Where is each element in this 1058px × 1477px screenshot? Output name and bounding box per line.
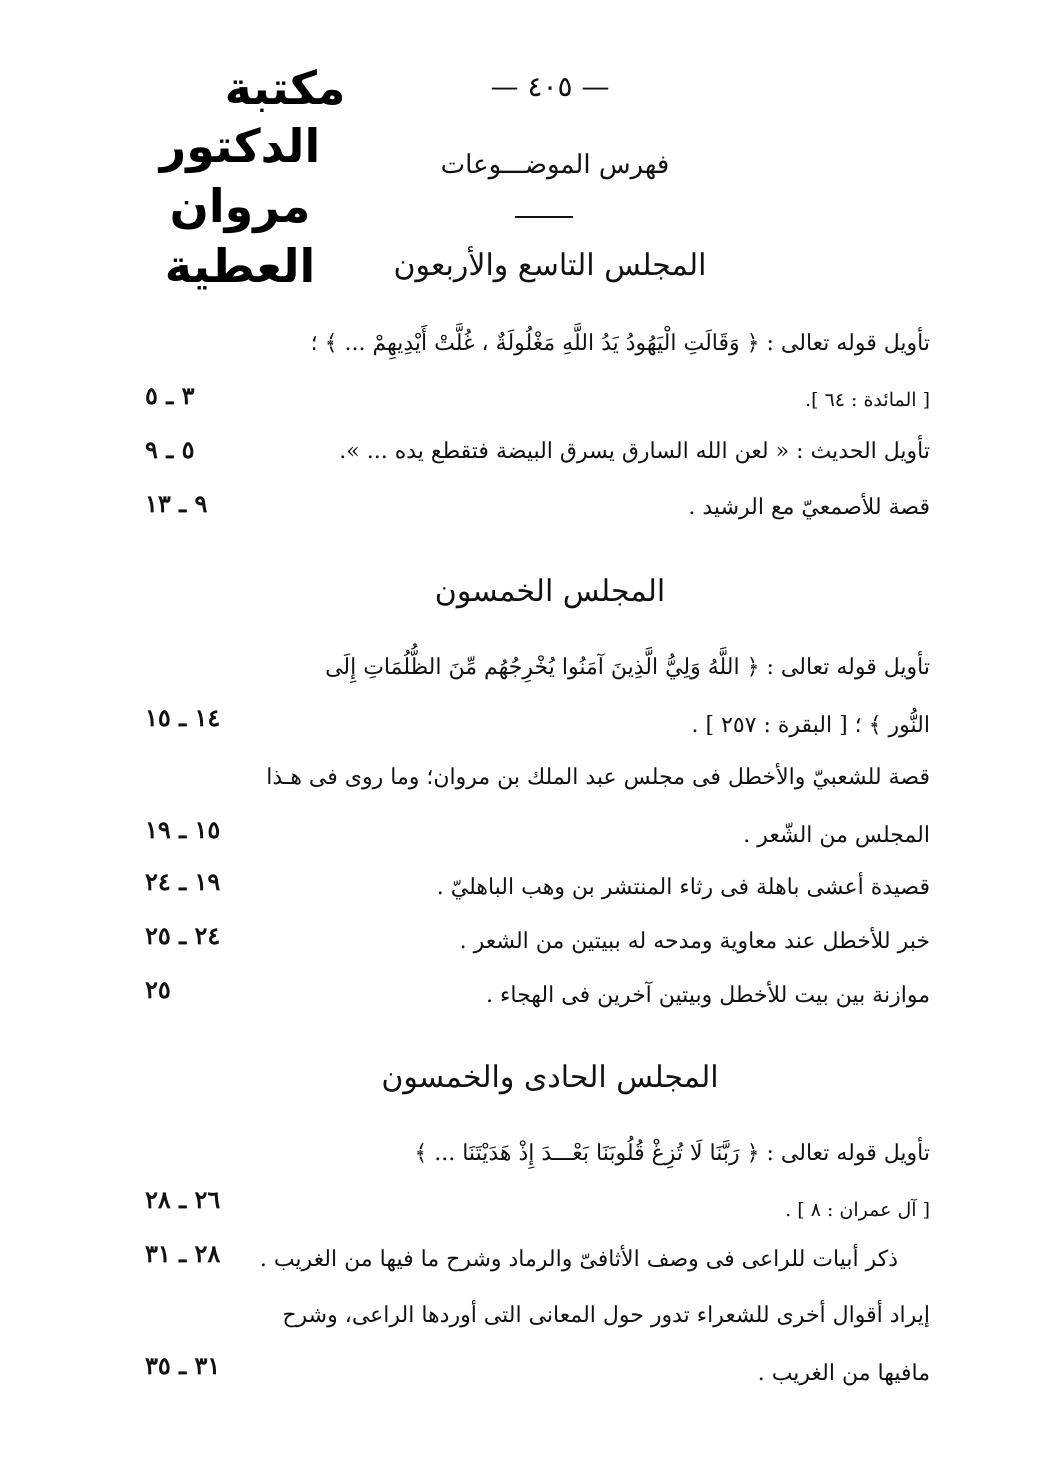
page-number: — ٤٠٥ — [490,70,610,103]
entry-line: مافيها من الغريب . [757,1361,930,1386]
entry-pages: ١٤ ـ ١٥ [145,703,221,732]
entry-pages: ٩ ـ ١٣ [145,489,208,518]
library-stamp [90,60,390,293]
entry-pages: ٣ ـ ٥ [145,381,195,410]
entry-line: تأويل قوله تعالى : ﴿ وَقَالَتِ الْيَهُودُ يَدُ اللَّهِ مَغْلُولَةٌ ، غُلَّتْ أَيْدِيهِمْ ... ﴾ ؛ [310,331,930,356]
entry-pages: ٥ ـ ٩ [145,435,195,464]
entry-line: [ آل عمران : ٨ ] . [785,1199,930,1221]
section-heading: المجلس الخمسون [434,574,666,609]
index-title: فهرس الموضـــوعات [440,150,670,180]
section-heading: المجلس التاسع والأربعون [393,248,707,283]
entry-pages: ٢٥ [145,975,171,1004]
entry-pages: ٢٦ ـ ٢٨ [145,1185,221,1214]
entry-pages: ٢٤ ـ ٢٥ [145,921,221,950]
entry-line: قصة للشعبيّ والأخطل فى مجلس عبد الملك بن مروان؛ وما روى فى هـذا [266,765,930,790]
entry-pages: ١٥ ـ ١٩ [145,815,221,844]
entry-line: قصيدة أعشى باهلة فى رثاء المنتشر بن وهب الباهليّ . [436,875,930,900]
entry-pages: ١٩ ـ ٢٤ [145,867,221,896]
entry-line: تأويل الحديث : « لعن الله السارق يسرق البيضة فتقطع يده ... ». [339,439,930,464]
entry-pages: ٣١ ـ ٣٥ [145,1351,221,1380]
title-divider [515,216,573,218]
entry-line: تأويل قوله تعالى : ﴿ اللَّهُ وَلِيُّ الَّذِينَ آمَنُوا يُخْرِجُهُم مِّنَ الظُّلُمَاتِ إِلَى [325,655,930,680]
entry-line: النُّور ﴾ ؛ [ البقرة : ٢٥٧ ] . [691,713,930,738]
stamp-line-2: الدكتور مروان العطية [159,119,321,293]
entry-line: [ المائدة : ٦٤ ]. [805,389,930,411]
entry-line: إيراد أقوال أخرى للشعراء تدور حول المعانى التى أوردها الراعى، وشرح [282,1303,930,1328]
entry-line: موازنة بين بيت للأخطل وبيتين آخرين فى الهجاء . [486,983,930,1008]
entry-line: المجلس من الشّعر . [743,823,930,848]
section-heading: المجلس الحادى والخمسون [381,1060,719,1095]
entry-line: تأويل قوله تعالى : ﴿ رَبَّنَا لَا تُزِغْ قُلُوبَنَا بَعْـــدَ إِذْ هَدَيْتَنَا ... ﴾ [414,1141,930,1166]
entry-pages: ٢٨ ـ ٣١ [145,1239,221,1268]
entry-line: قصة للأصمعيّ مع الرشيد . [688,495,930,520]
entry-line: خبر للأخطل عند معاوية ومدحه له ببيتين من الشعر . [459,929,930,954]
entry-line: ذكر أبيات للراعى فى وصف الأثافىّ والرماد وشرح ما فيها من الغريب . [259,1247,898,1272]
stamp-line-1: مكتبة [224,61,346,115]
